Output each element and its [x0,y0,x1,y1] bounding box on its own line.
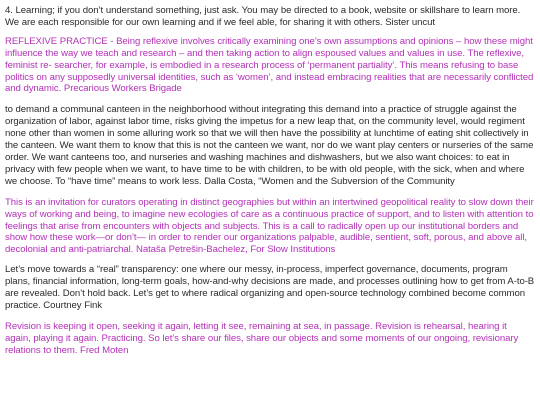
paragraph-transparency: Let’s move towards a “real” transparency: one where our messy, in-process, imperfect governance, documents, program plans, financial information, long-term goals, how-and-why decisions are made, and processes outlining how to get from A-to-B are revealed. Don’t hold back. Let’s get to where radical organizing and open-source technology combined become common practice. Courtney Fink [5,264,535,311]
paragraph-revision: Revision is keeping it open, seeking it again, letting it see, remaining at sea, in passage. Revision is rehearsal, hearing it again, playing it again. Practicing. So let’s share our files, share our objects and some moments of our ongoing, revisionary relations to them. Fred Moten [5,320,519,356]
paragraph-learning: 4. Learning; if you don’t understand something, just ask. You may be directed to a book, website or skillshare to learn more. We are each responsible for our own learning and if we feel able, for sharing it with others. Sister uncut [5,5,521,28]
paragraph-canteen: to demand a communal canteen in the neighborhood without integrating this demand into a practice of struggle against the organization of labor, against labor time, risks giving the impetus for a new leap that, on the community level, would regiment none other than women in some alluring work so that we will then have the possibility at lunchtime of eating shit collectively in the canteen. We want them to know that this is not the canteen we want, nor do we want play centers or nurseries of the same order. We want canteens too, and nurseries and washing machines and dishwashers, but we also want choices: to eat in privacy with few people when we want, to have time to be with children, to be with old people, with the sick, when and where we choose. To “have time” means to work less. Dalla Costa, “Women and the Subversion of the Community [5,104,534,187]
paragraph-invitation-curators: This is an invitation for curators operating in distinct geographies but within an intertwined geopolitical reality to slow down their ways of working and being, to imagine new ecologies of care as a continuous practice of support, and to listen with attention to feelings that arise from encounters with objects and subjects. This is a call to radically open up our institutional borders and show how these work—or don’t— in order to render our organizations palpable, audible, sentient, soft, porous, and above all, decolonial and anti-patriarchal. Nataša Petrešin-Bachelez, For Slow Institutions [5,196,534,256]
paragraph-reflexive-practice: REFLEXIVE PRACTICE - Being reflexive involves critically examining one’s own assumptions and opinions – how these might influence the way we teach and research – and then taking action to align espoused values and values in use. The reflexive, feminist re- searcher, for example, is embodied in a research process of ‘permanent partiality’. This means refusing to base politics on any supposedly universal identities, such as ‘women’, and instead embracing realities that are necessarily conflicted and dynamic. Precarious Workers Brigade [5,35,534,95]
